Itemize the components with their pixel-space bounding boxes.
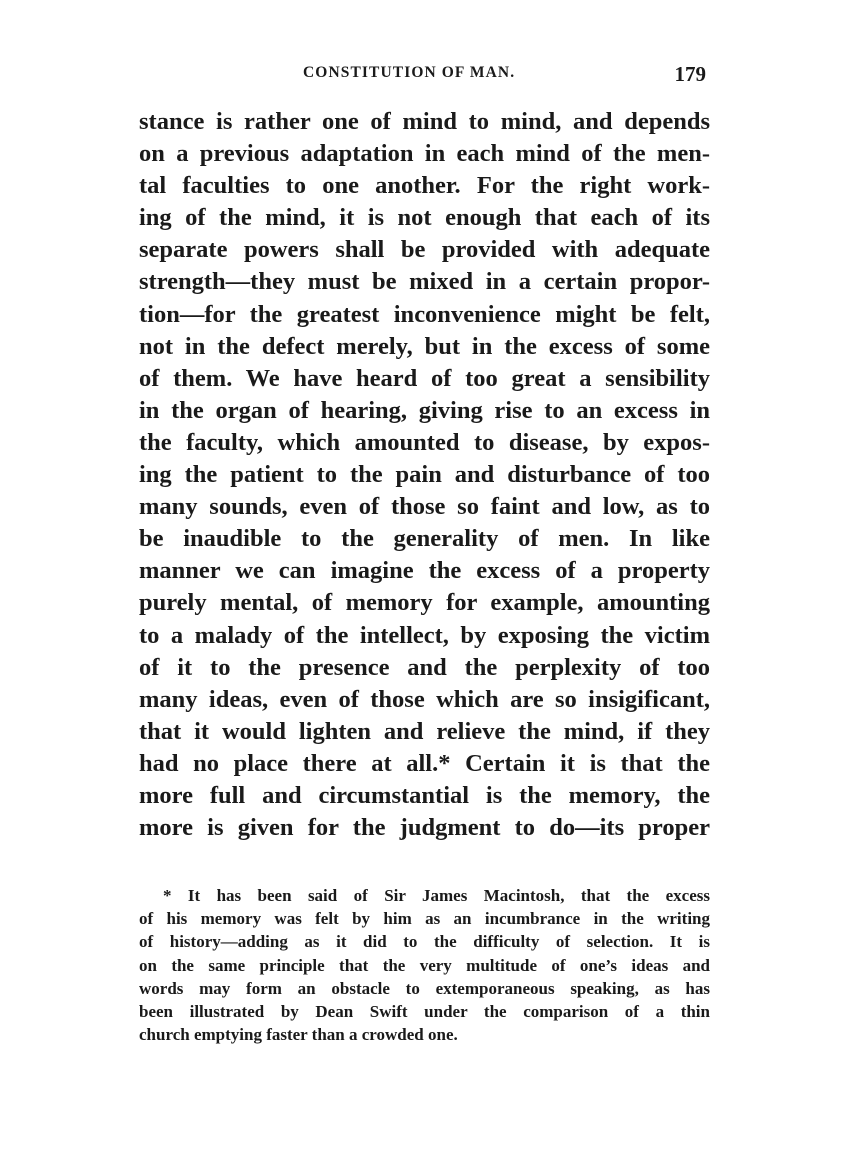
body-line: separate powers shall be provided with adequate <box>139 236 710 264</box>
body-line: of them. We have heard of too great a sensibility <box>139 364 710 392</box>
body-line: in the organ of hearing, giving rise to an excess in <box>139 396 710 424</box>
footnote-line: * It has been said of Sir James Macintosh, that the excess <box>163 886 710 905</box>
body-line: ing of the mind, it is not enough that each of its <box>139 204 710 232</box>
footnote-line: of his memory was felt by him as an incumbrance in the writing <box>139 909 710 929</box>
body-line: many ideas, even of those which are so insigificant, <box>139 685 710 713</box>
body-line: that it would lighten and relieve the mind, if they <box>139 717 710 745</box>
body-line: strength—they must be mixed in a certain propor- <box>139 268 710 296</box>
running-title: CONSTITUTION OF MAN. <box>303 64 516 81</box>
footnote <box>139 884 710 1046</box>
body-line: purely mental, of memory for example, amounting <box>139 589 710 617</box>
body-line: the faculty, which amounted to disease, by expos- <box>139 428 710 456</box>
body-line: to a malady of the intellect, by exposing the victim <box>139 621 710 649</box>
footnote-line: of history—adding as it did to the difficulty of selection. It is <box>139 932 710 952</box>
footnote-line: been illustrated by Dean Swift under the comparison of a thin <box>139 1001 710 1021</box>
footnote-line: words may form an obstacle to extemporaneous speaking, as has <box>139 978 710 998</box>
body-line: on a previous adaptation in each mind of the men- <box>139 140 710 168</box>
body-line: more is given for the judgment to do—its proper <box>139 814 710 842</box>
body-line: tal faculties to one another. For the right work- <box>139 172 710 200</box>
body-line: many sounds, even of those so faint and low, as to <box>139 493 710 521</box>
body-line: manner we can imagine the excess of a property <box>139 557 710 585</box>
footnote-line: church emptying faster than a crowded one. <box>139 1025 458 1045</box>
page-number: 179 <box>674 62 706 86</box>
body-line: more full and circumstantial is the memory, the <box>139 781 710 809</box>
body-line: stance is rather one of mind to mind, and depends <box>139 108 710 135</box>
body-line: had no place there at all.* Certain it is that the <box>139 749 710 777</box>
body-line: not in the defect merely, but in the excess of some <box>139 332 710 360</box>
body-line: tion—for the greatest inconvenience might be felt, <box>139 300 710 328</box>
body-line: be inaudible to the generality of men. In like <box>139 525 710 553</box>
body-line: of it to the presence and the perplexity of too <box>139 653 710 681</box>
footnote-line: on the same principle that the very multitude of one’s ideas and <box>139 955 710 975</box>
body-text <box>139 106 710 844</box>
body-line: ing the patient to the pain and disturbance of too <box>139 461 710 489</box>
running-head <box>140 62 710 90</box>
